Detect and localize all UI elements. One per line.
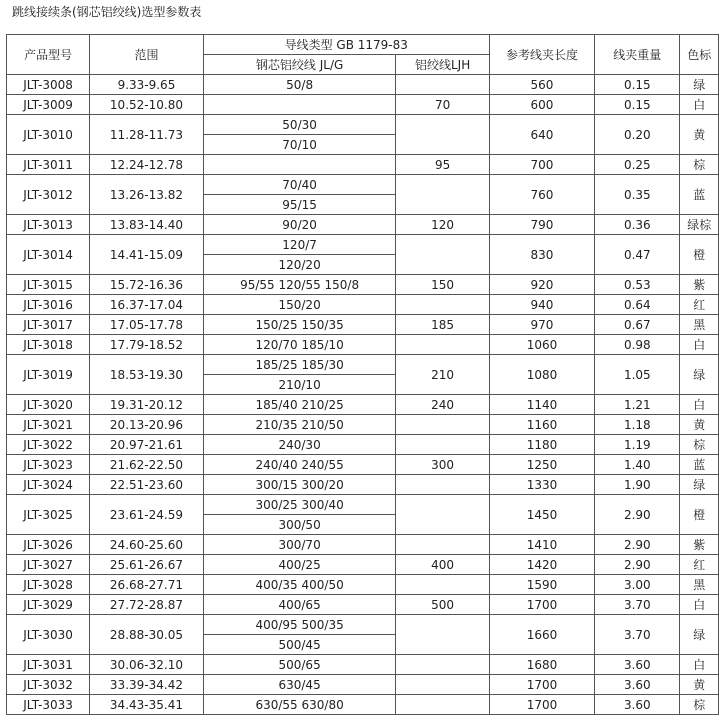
cell-weight: 2.90: [595, 495, 680, 535]
cell-range: 30.06-32.10: [90, 655, 204, 675]
cell-jlg: 240/40 240/55: [203, 455, 396, 475]
cell-ljh: [396, 115, 489, 155]
cell-range: 21.62-22.50: [90, 455, 204, 475]
table-row: [7, 155, 719, 175]
cell-model: JLT-3022: [7, 435, 90, 455]
cell-color: 白: [680, 95, 719, 115]
cell-color: 棕: [680, 155, 719, 175]
table-row: [7, 415, 719, 435]
cell-weight: 3.70: [595, 595, 680, 615]
cell-weight: 0.15: [595, 95, 680, 115]
cell-ljh: 240: [396, 395, 489, 415]
cell-range: 22.51-23.60: [90, 475, 204, 495]
cell-weight: 1.05: [595, 355, 680, 395]
cell-jlg: 400/65: [203, 595, 396, 615]
cell-jlg: 95/55 120/55 150/8: [203, 275, 396, 295]
cell-model: JLT-3032: [7, 675, 90, 695]
cell-range: 25.61-26.67: [90, 555, 204, 575]
cell-length: 1700: [489, 675, 594, 695]
cell-range: 33.39-34.42: [90, 675, 204, 695]
cell-ljh: 150: [396, 275, 489, 295]
cell-model: JLT-3026: [7, 535, 90, 555]
cell-length: 920: [489, 275, 594, 295]
cell-length: 1160: [489, 415, 594, 435]
table-row: [7, 75, 719, 95]
cell-color: 紫: [680, 535, 719, 555]
cell-model: JLT-3027: [7, 555, 90, 575]
cell-jlg: 50/30: [203, 115, 396, 135]
cell-jlg: 70/40: [203, 175, 396, 195]
cell-weight: 2.90: [595, 535, 680, 555]
cell-ljh: [396, 675, 489, 695]
cell-length: 970: [489, 315, 594, 335]
cell-range: 19.31-20.12: [90, 395, 204, 415]
table-row: [7, 355, 719, 375]
cell-range: 16.37-17.04: [90, 295, 204, 315]
cell-color: 红: [680, 295, 719, 315]
cell-jlg: [203, 95, 396, 115]
cell-jlg: 500/65: [203, 655, 396, 675]
cell-length: 1060: [489, 335, 594, 355]
cell-model: JLT-3019: [7, 355, 90, 395]
table-row: [7, 695, 719, 715]
cell-weight: 0.53: [595, 275, 680, 295]
table-row: [7, 595, 719, 615]
cell-range: 17.05-17.78: [90, 315, 204, 335]
cell-model: JLT-3014: [7, 235, 90, 275]
cell-jlg: 500/45: [203, 635, 396, 655]
cell-range: 15.72-16.36: [90, 275, 204, 295]
cell-jlg: 630/55 630/80: [203, 695, 396, 715]
cell-ljh: 70: [396, 95, 489, 115]
header-wire-type: 导线类型 GB 1179-83: [203, 35, 489, 55]
cell-range: 23.61-24.59: [90, 495, 204, 535]
cell-ljh: [396, 495, 489, 535]
cell-ljh: [396, 475, 489, 495]
cell-jlg: 240/30: [203, 435, 396, 455]
cell-color: 橙: [680, 235, 719, 275]
table-row: [7, 315, 719, 335]
table-row: [7, 575, 719, 595]
cell-ljh: [396, 415, 489, 435]
header-jlg: 钢芯铝绞线 JL/G: [203, 55, 396, 75]
table-title: 跳线接续条(钢芯铝绞线)选型参数表: [12, 5, 202, 19]
cell-color: 黄: [680, 115, 719, 155]
cell-model: JLT-3017: [7, 315, 90, 335]
cell-weight: 3.60: [595, 695, 680, 715]
cell-color: 橙: [680, 495, 719, 535]
cell-length: 1140: [489, 395, 594, 415]
cell-weight: 1.21: [595, 395, 680, 415]
table-row: [7, 295, 719, 315]
cell-ljh: 95: [396, 155, 489, 175]
spec-table: [6, 34, 719, 715]
header-weight: 线夹重量: [595, 35, 680, 75]
cell-ljh: [396, 295, 489, 315]
cell-color: 蓝: [680, 455, 719, 475]
table-header: [7, 35, 719, 75]
cell-length: 1420: [489, 555, 594, 575]
cell-model: JLT-3010: [7, 115, 90, 155]
cell-length: 700: [489, 155, 594, 175]
cell-model: JLT-3023: [7, 455, 90, 475]
cell-length: 1590: [489, 575, 594, 595]
cell-weight: 1.19: [595, 435, 680, 455]
cell-jlg: 210/35 210/50: [203, 415, 396, 435]
cell-jlg: 210/10: [203, 375, 396, 395]
cell-jlg: 150/25 150/35: [203, 315, 396, 335]
header-ljh: 铝绞线LJH: [396, 55, 489, 75]
cell-jlg: 50/8: [203, 75, 396, 95]
cell-range: 27.72-28.87: [90, 595, 204, 615]
cell-jlg: 630/45: [203, 675, 396, 695]
table-row: [7, 335, 719, 355]
cell-color: 绿: [680, 475, 719, 495]
cell-color: 绿: [680, 75, 719, 95]
cell-weight: 1.90: [595, 475, 680, 495]
cell-range: 10.52-10.80: [90, 95, 204, 115]
cell-length: 1080: [489, 355, 594, 395]
cell-color: 紫: [680, 275, 719, 295]
cell-weight: 0.35: [595, 175, 680, 215]
cell-color: 棕: [680, 695, 719, 715]
cell-weight: 3.70: [595, 615, 680, 655]
cell-color: 黄: [680, 415, 719, 435]
cell-color: 黑: [680, 575, 719, 595]
cell-color: 绿棕: [680, 215, 719, 235]
cell-weight: 0.67: [595, 315, 680, 335]
header-range: 范围: [90, 35, 204, 75]
cell-length: 830: [489, 235, 594, 275]
cell-range: 11.28-11.73: [90, 115, 204, 155]
cell-color: 绿: [680, 355, 719, 395]
cell-jlg: 90/20: [203, 215, 396, 235]
cell-weight: 1.40: [595, 455, 680, 475]
table-row: [7, 115, 719, 135]
cell-ljh: [396, 575, 489, 595]
cell-range: 13.83-14.40: [90, 215, 204, 235]
cell-weight: 3.60: [595, 675, 680, 695]
cell-range: 24.60-25.60: [90, 535, 204, 555]
header-model: 产品型号: [7, 35, 90, 75]
cell-length: 940: [489, 295, 594, 315]
cell-weight: 0.15: [595, 75, 680, 95]
cell-range: 12.24-12.78: [90, 155, 204, 175]
cell-model: JLT-3021: [7, 415, 90, 435]
cell-model: JLT-3031: [7, 655, 90, 675]
cell-ljh: [396, 335, 489, 355]
table-row: [7, 215, 719, 235]
cell-model: JLT-3018: [7, 335, 90, 355]
cell-model: JLT-3009: [7, 95, 90, 115]
cell-weight: 0.25: [595, 155, 680, 175]
cell-jlg: 70/10: [203, 135, 396, 155]
cell-color: 白: [680, 655, 719, 675]
cell-length: 1660: [489, 615, 594, 655]
cell-range: 34.43-35.41: [90, 695, 204, 715]
cell-model: JLT-3025: [7, 495, 90, 535]
cell-jlg: 400/95 500/35: [203, 615, 396, 635]
cell-length: 1700: [489, 695, 594, 715]
cell-model: JLT-3028: [7, 575, 90, 595]
cell-jlg: 185/25 185/30: [203, 355, 396, 375]
cell-ljh: [396, 615, 489, 655]
cell-length: 1680: [489, 655, 594, 675]
table-row: [7, 675, 719, 695]
cell-model: JLT-3020: [7, 395, 90, 415]
cell-color: 蓝: [680, 175, 719, 215]
cell-length: 790: [489, 215, 594, 235]
cell-ljh: [396, 75, 489, 95]
cell-length: 760: [489, 175, 594, 215]
cell-range: 9.33-9.65: [90, 75, 204, 95]
cell-color: 黑: [680, 315, 719, 335]
cell-ljh: 120: [396, 215, 489, 235]
table-row: [7, 395, 719, 415]
cell-range: 14.41-15.09: [90, 235, 204, 275]
cell-color: 红: [680, 555, 719, 575]
cell-ljh: 300: [396, 455, 489, 475]
header-length: 参考线夹长度: [489, 35, 594, 75]
cell-ljh: [396, 655, 489, 675]
cell-length: 1410: [489, 535, 594, 555]
cell-ljh: 185: [396, 315, 489, 335]
table-row: [7, 615, 719, 635]
cell-ljh: [396, 235, 489, 275]
cell-jlg: 120/20: [203, 255, 396, 275]
cell-jlg: 95/15: [203, 195, 396, 215]
cell-weight: 2.90: [595, 555, 680, 575]
cell-length: 1250: [489, 455, 594, 475]
cell-weight: 0.98: [595, 335, 680, 355]
cell-range: 20.97-21.61: [90, 435, 204, 455]
cell-jlg: [203, 155, 396, 175]
cell-model: JLT-3016: [7, 295, 90, 315]
table-row: [7, 655, 719, 675]
cell-ljh: [396, 175, 489, 215]
cell-range: 18.53-19.30: [90, 355, 204, 395]
cell-model: JLT-3011: [7, 155, 90, 175]
cell-model: JLT-3029: [7, 595, 90, 615]
table-row: [7, 535, 719, 555]
cell-model: JLT-3030: [7, 615, 90, 655]
cell-color: 白: [680, 335, 719, 355]
cell-length: 1700: [489, 595, 594, 615]
cell-length: 1180: [489, 435, 594, 455]
cell-ljh: 210: [396, 355, 489, 395]
cell-color: 白: [680, 395, 719, 415]
cell-jlg: 400/25: [203, 555, 396, 575]
cell-range: 28.88-30.05: [90, 615, 204, 655]
cell-model: JLT-3033: [7, 695, 90, 715]
cell-model: JLT-3013: [7, 215, 90, 235]
table-row: [7, 475, 719, 495]
cell-jlg: 300/70: [203, 535, 396, 555]
cell-color: 白: [680, 595, 719, 615]
cell-range: 20.13-20.96: [90, 415, 204, 435]
cell-weight: 0.64: [595, 295, 680, 315]
cell-jlg: 300/50: [203, 515, 396, 535]
table-row: [7, 555, 719, 575]
cell-jlg: 150/20: [203, 295, 396, 315]
cell-model: JLT-3015: [7, 275, 90, 295]
cell-weight: 1.18: [595, 415, 680, 435]
cell-color: 绿: [680, 615, 719, 655]
header-color: 色标: [680, 35, 719, 75]
cell-jlg: 120/70 185/10: [203, 335, 396, 355]
cell-jlg: 400/35 400/50: [203, 575, 396, 595]
table-row: [7, 175, 719, 195]
cell-color: 棕: [680, 435, 719, 455]
cell-model: JLT-3008: [7, 75, 90, 95]
cell-weight: 0.20: [595, 115, 680, 155]
cell-length: 1330: [489, 475, 594, 495]
cell-ljh: [396, 435, 489, 455]
cell-length: 560: [489, 75, 594, 95]
cell-weight: 3.60: [595, 655, 680, 675]
cell-range: 13.26-13.82: [90, 175, 204, 215]
cell-model: JLT-3024: [7, 475, 90, 495]
cell-jlg: 120/7: [203, 235, 396, 255]
cell-jlg: 300/25 300/40: [203, 495, 396, 515]
cell-weight: 0.36: [595, 215, 680, 235]
table-row: [7, 435, 719, 455]
cell-ljh: [396, 695, 489, 715]
cell-range: 17.79-18.52: [90, 335, 204, 355]
table-row: [7, 235, 719, 255]
cell-weight: 3.00: [595, 575, 680, 595]
table-body: [7, 75, 719, 715]
table-row: [7, 275, 719, 295]
cell-ljh: [396, 535, 489, 555]
cell-jlg: 185/40 210/25: [203, 395, 396, 415]
cell-range: 26.68-27.71: [90, 575, 204, 595]
cell-length: 640: [489, 115, 594, 155]
table-row: [7, 455, 719, 475]
cell-jlg: 300/15 300/20: [203, 475, 396, 495]
cell-ljh: 500: [396, 595, 489, 615]
cell-model: JLT-3012: [7, 175, 90, 215]
cell-ljh: 400: [396, 555, 489, 575]
cell-weight: 0.47: [595, 235, 680, 275]
cell-color: 黄: [680, 675, 719, 695]
cell-length: 1450: [489, 495, 594, 535]
table-row: [7, 495, 719, 515]
table-row: [7, 95, 719, 115]
cell-length: 600: [489, 95, 594, 115]
